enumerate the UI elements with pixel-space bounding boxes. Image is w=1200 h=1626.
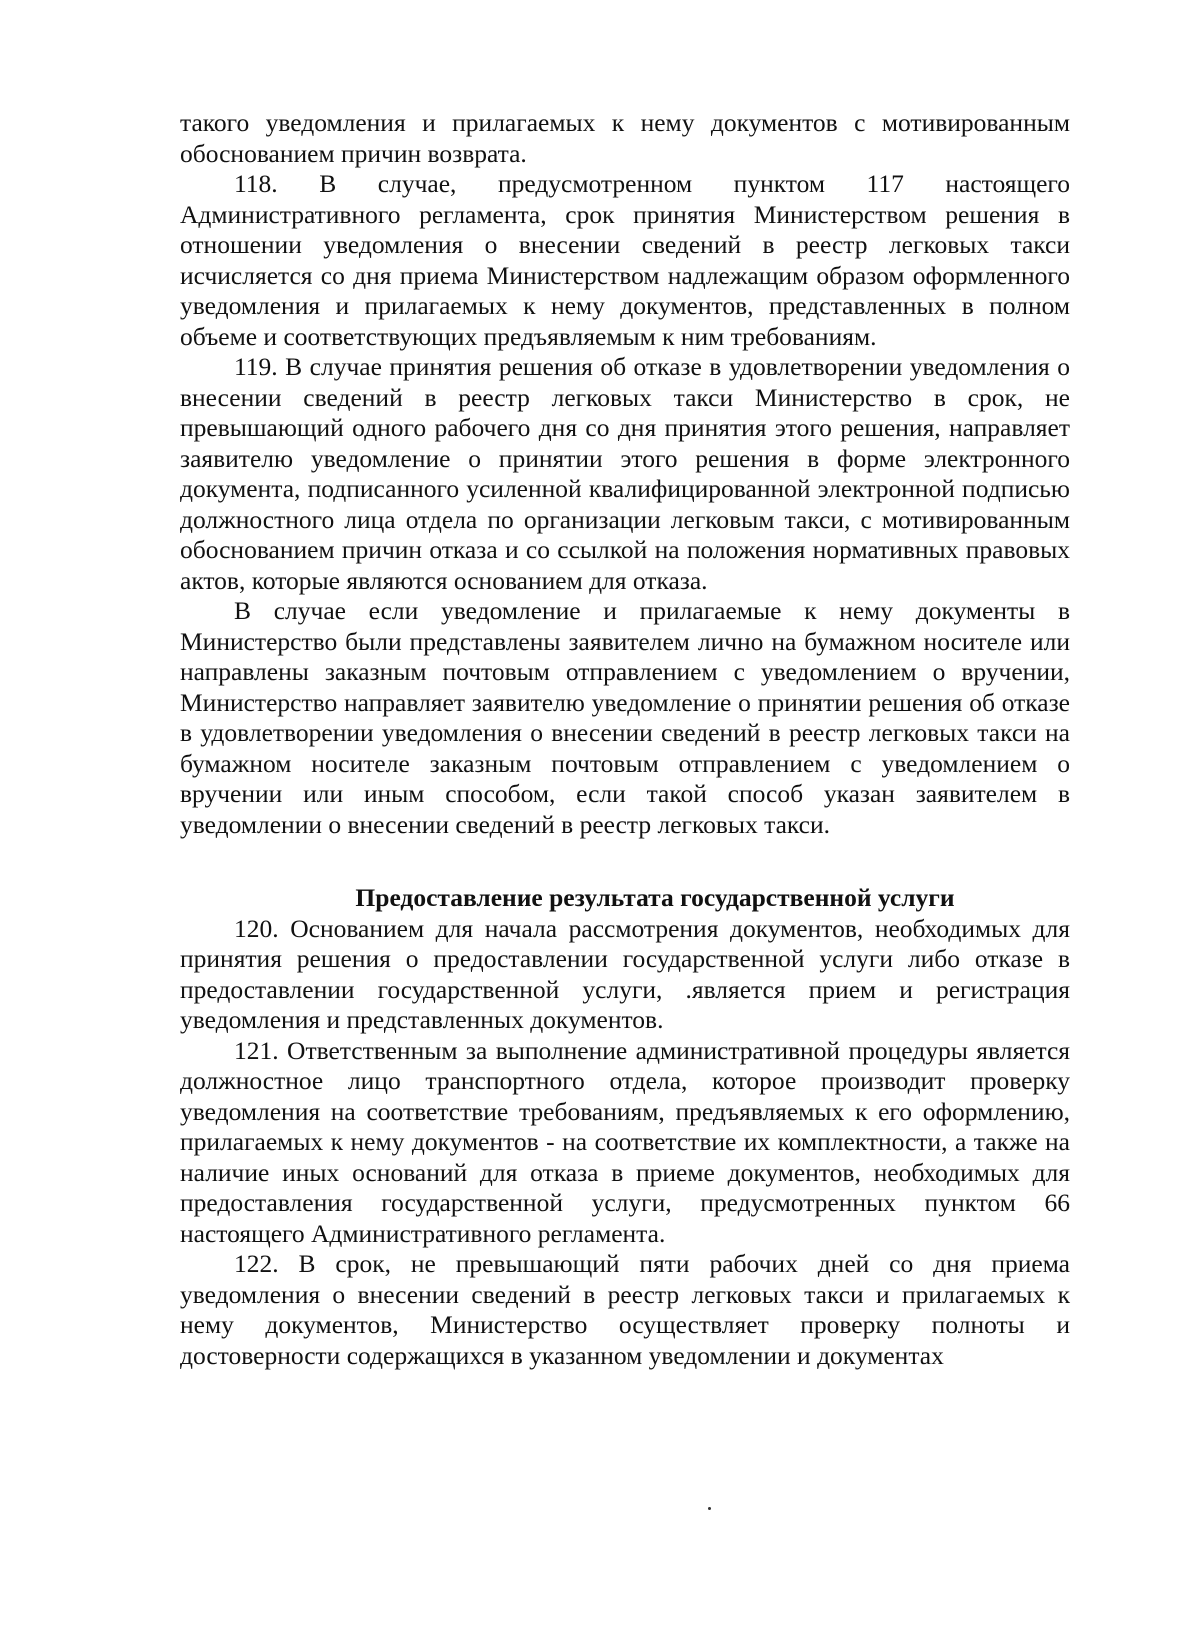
- document-body: [180, 108, 1070, 1371]
- paragraph-118: 118. В случае, предусмотренном пунктом 117 настоящего Административного регламента, срок принятия Министерством решения в отношении уведомления о внесении сведений в реестр легковых такси исчисляется со дня приема Министерством надлежащим образом оформленного уведомления и прилагаемых к нему документов, представленных в полном объеме и соответствующих предъявляемым к ним требованиям.: [180, 169, 1070, 351]
- paragraph-119-continued: В случае если уведомление и прилагаемые к нему документы в Министерство были представлены заявителем лично на бумажном носителе или направлены заказным почтовым отправлением с уведомлением о вручении, Министерство направляет заявителю уведомление о принятии решения об отказе в удовлетворении уведомления о внесении сведений в реестр легковых такси на бумажном носителе заказным почтовым отправлением с уведомлением о вручении или иным способом, если такой способ указан заявителем в уведомлении о внесении сведений в реестр легковых такси.: [180, 596, 1070, 839]
- paragraph-continuation: такого уведомления и прилагаемых к нему документов с мотивированным обоснованием причин возврата.: [180, 108, 1070, 168]
- scan-speck: [708, 1507, 711, 1510]
- section-heading: Предоставление результата государственной услуги: [355, 883, 955, 912]
- paragraph-119: 119. В случае принятия решения об отказе в удовлетворении уведомления о внесении сведений в реестр легковых такси Министерство в срок, не превышающий одного рабочего дня со дня принятия этого решения, направляет заявителю уведомление о принятии этого решения в форме электронного документа, подписанного усиленной квалифицированной электронной подписью должностного лица отдела по организации легковым такси, с мотивированным обоснованием причин отказа и со ссылкой на положения нормативных правовых актов, которые являются основанием для отказа.: [180, 352, 1070, 595]
- paragraph-122: 122. В срок, не превышающий пяти рабочих дней со дня приема уведомления о внесении сведений в реестр легковых такси и прилагаемых к нему документов, Министерство осуществляет проверку полноты и достоверности содержащихся в указанном уведомлении и документах: [180, 1249, 1070, 1370]
- paragraph-121: 121. Ответственным за выполнение административной процедуры является должностное лицо транспортного отдела, которое производит проверку уведомления на соответствие требованиям, предъявляемых к его оформлению, прилагаемых к нему документов - на соответствие их комплектности, а также на наличие иных оснований для отказа в приеме документов, необходимых для предоставления государственной услуги, предусмотренных пунктом 66 настоящего Административного регламента.: [180, 1035, 1070, 1248]
- paragraph-120: 120. Основанием для начала рассмотрения документов, необходимых для принятия решения о предоставлении государственной услуги либо отказе в предоставлении государственной услуги, .является прием и регистрация уведомления и представленных документов.: [180, 913, 1070, 1034]
